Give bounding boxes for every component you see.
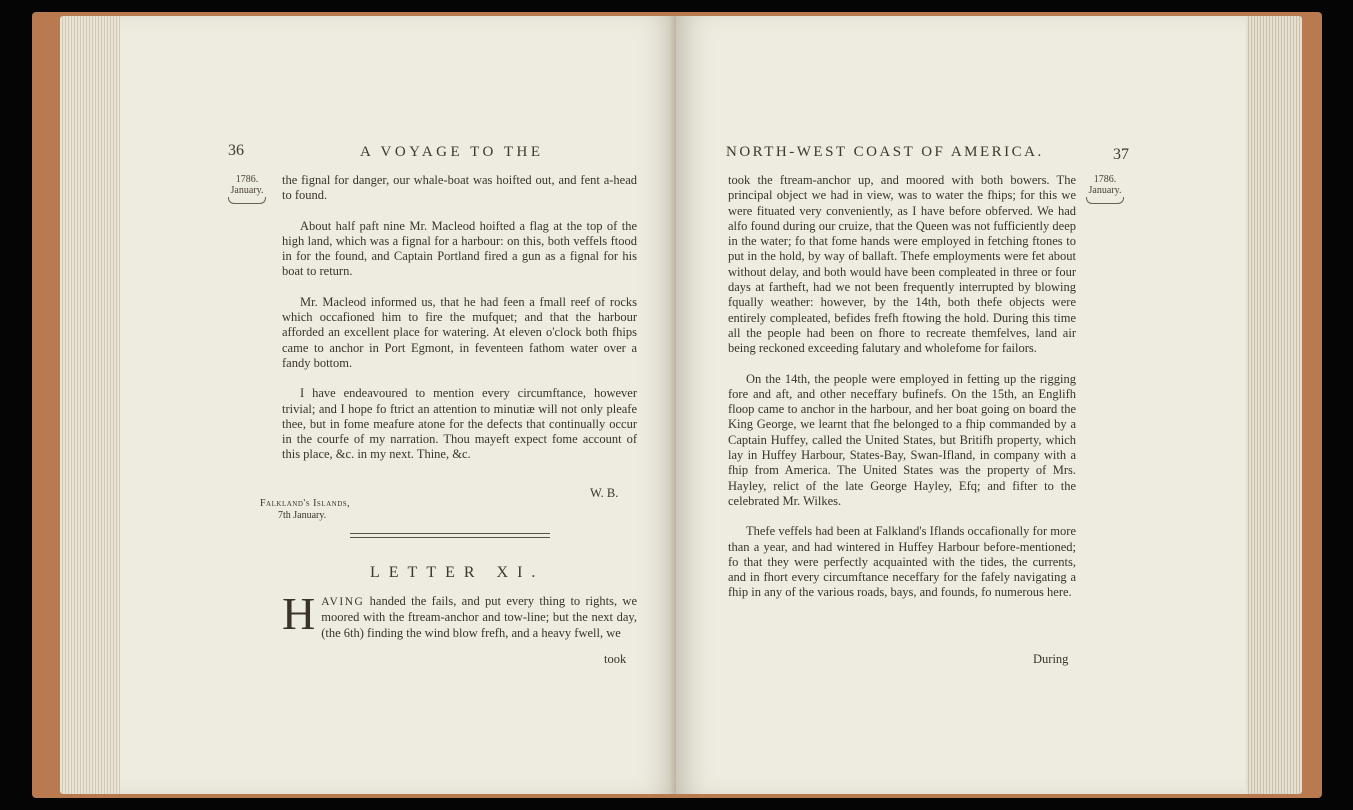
letter-first-paragraph	[282, 588, 638, 641]
paragraph: I have endeavoured to mention every circumftance, however trivial; and I hope fo ftrict an attention to minutiæ will not only pleafe thee, but in fome meafure atone for the defects that continually occur in the courfe of my narration. Thou mayeft expect fome account of this place, &c. in my next. Thine, &c.	[282, 386, 637, 462]
opening-caps: AVING	[321, 596, 365, 608]
margin-note-year: 1786.	[1093, 174, 1117, 185]
letter-date: 7th January.	[278, 510, 327, 521]
margin-note-month: January.	[230, 185, 264, 196]
left-page	[120, 16, 676, 794]
place-date	[260, 498, 350, 522]
signature: W. B.	[590, 486, 619, 500]
letter-text: handed the fails, and put every thing to rights, we moored with the ftream-anchor and tow-line; but the next day, (the 6th) finding the wind blow frefh, and a heavy fwell, we	[321, 594, 638, 640]
left-page-body	[282, 173, 637, 463]
paragraph: took the ftream-anchor up, and moored with both bowers. The principal object we had in view, was to water the fhips; for this we were fituated very conveniently, as I have before obferved. We had alfo found during our cruize, that the Queen was not fufficiently deep in the water; fo that fome hands were employed in fetching ftones to put in the hold, by way of ballaft. Thefe employments were fet about without delay, and both would have been compleated in three or four days at fartheft, had we not been frequently interrupted by blowing fqually weather: however, by the 14th, both thefe objects were entirely compleated, befides frefh ftowing the hold. During this time all the people had been on fhore to recreate themfelves, land air being reckoned exceeding falutary and wholefome for failors.	[728, 173, 1076, 356]
catchword-right: During	[1033, 652, 1069, 666]
running-head-left: A VOYAGE TO THE	[360, 144, 544, 160]
margin-note-right	[1086, 174, 1124, 204]
drop-cap: H	[282, 588, 316, 639]
paragraph: Thefe veffels had been at Falkland's Iflands occafionally for more than a year, and had wintered in Huffey Harbour before-mentioned; fo that they were perfectly acquainted with the tides, the currents, and in fhort every circumftance neceffary for the fafely navigating a fhip in any of the various roads, bays, and founds, fo numerous here.	[728, 524, 1076, 600]
catchword-left: took	[604, 652, 627, 666]
margin-note-year: 1786.	[235, 174, 259, 185]
margin-note-left	[228, 174, 266, 204]
right-page-edges	[1240, 16, 1302, 794]
margin-note-month: January.	[1088, 185, 1122, 196]
right-page-body	[728, 173, 1076, 601]
paragraph: the fignal for danger, our whale-boat was hoifted out, and fent a-head to found.	[282, 173, 637, 203]
running-head-right: NORTH-WEST COAST OF AMERICA.	[726, 144, 1044, 160]
letter-place: Falkland's Islands,	[260, 498, 351, 509]
letter-heading: LETTER XI.	[370, 564, 545, 581]
margin-brace	[1086, 197, 1124, 204]
paragraph: Mr. Macleod informed us, that he had feen a fmall reef of rocks which occafioned him to fire the mufquet; and that the harbour afforded an excellent place for watering. At eleven o'clock both fhips came to anchor in Port Egmont, in feventeen fathom water over a fandy bottom.	[282, 294, 637, 370]
paragraph: About half paft nine Mr. Macleod hoifted a flag at the top of the high land, which was a fignal for a harbour: on this, both veffels ftood in for the found, and Captain Portland fired a gun as a fignal for his boat to return.	[282, 218, 637, 279]
margin-brace	[228, 197, 266, 204]
letter-opening	[282, 588, 638, 641]
page-number-right: 37	[1113, 146, 1129, 163]
paragraph: On the 14th, the people were employed in fetting up the rigging fore and aft, and other neceffary bufinefs. On the 15th, an Englifh floop came to anchor in the harbour, and her boat going on board the King George, we learnt that fhe belonged to a fhip commanded by a Captain Huffey, called the United States, but Britifh property, which lay in Huffey Harbour, States-Bay, Swan-Ifland, in company with a fhip from America. The United States was the property of Mrs. Hayley, relict of the late George Hayley, Efq; and fifter to the celebrated Mr. Wilkes.	[728, 371, 1076, 508]
page-number-left: 36	[228, 142, 244, 159]
section-rule	[350, 533, 550, 538]
right-page	[676, 16, 1246, 794]
